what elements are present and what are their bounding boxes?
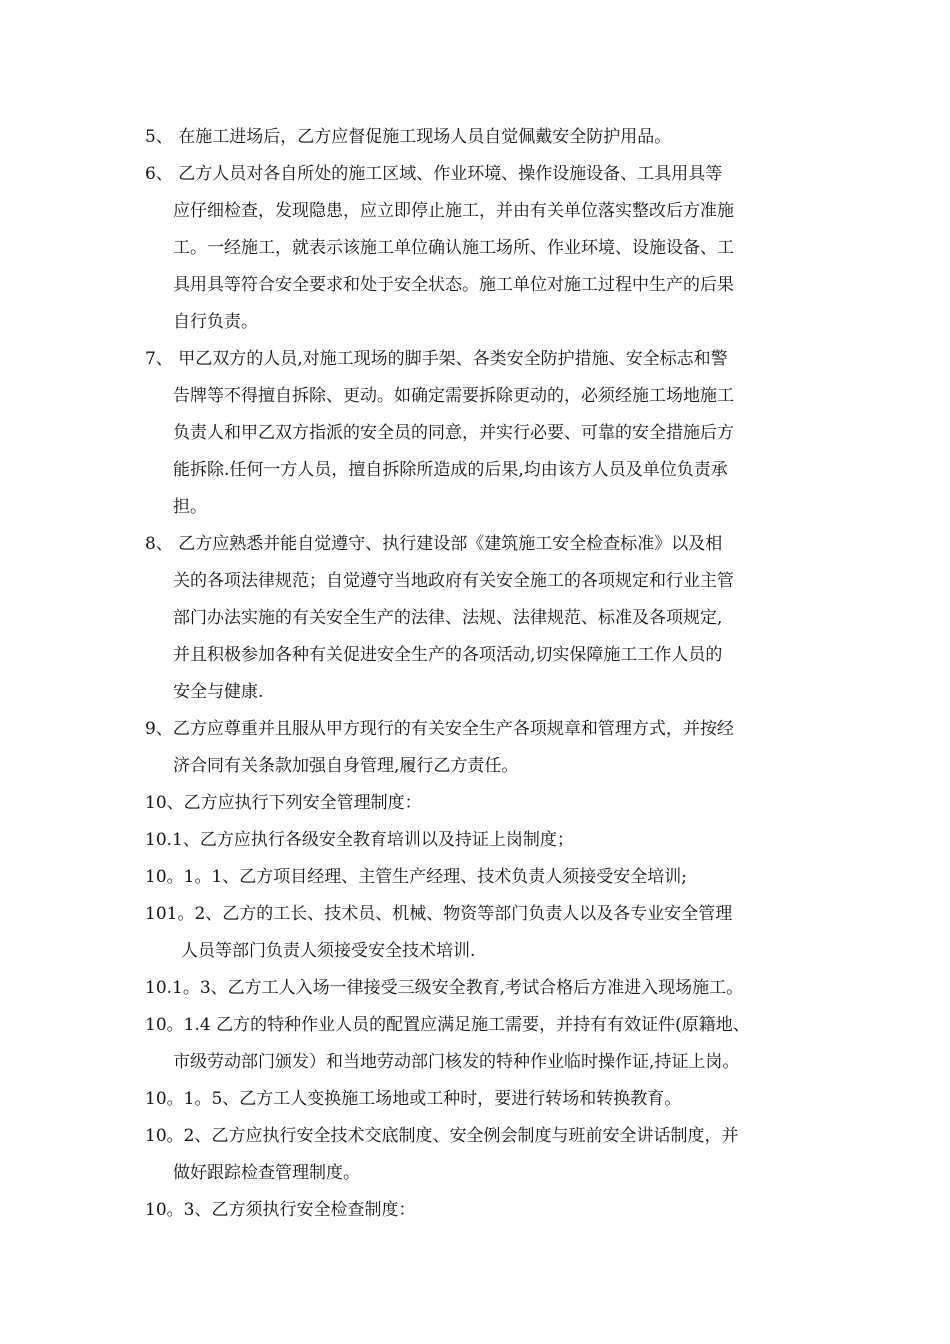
text-line: 做好跟踪检查管理制度。	[173, 1163, 360, 1183]
clause-9	[145, 711, 825, 785]
text-line: 并且积极参加各种有关促进安全生产的各项活动,切实保障施工工作人员的	[173, 645, 723, 665]
text-line: 告牌等不得擅自拆除、更动。如确定需要拆除更动的，必须经施工场地施工	[173, 386, 734, 406]
text-line: 担。	[173, 497, 207, 517]
text-line: 10、乙方应执行下列安全管理制度：	[145, 793, 422, 813]
clause-10	[145, 785, 825, 822]
clause-10-1-5	[145, 1081, 825, 1118]
text-line: 负责人和甲乙双方指派的安全员的同意，并实行必要、可靠的安全措施后方	[173, 423, 734, 443]
text-line: 能拆除.任何一方人员，擅自拆除所造成的后果,均由该方人员及单位负责承	[173, 460, 728, 480]
document-body	[145, 119, 825, 1229]
text-line: 自行负责。	[173, 312, 258, 332]
clause-8	[145, 526, 825, 711]
text-line: 应仔细检查，发现隐患，应立即停止施工，并由有关单位落实整改后方准施	[173, 201, 734, 221]
clause-5	[145, 119, 825, 156]
text-line: 6、 乙方人员对各自所处的施工区域、作业环境、操作设施设备、工具用具等	[145, 164, 723, 184]
clause-10-1-3	[145, 970, 825, 1007]
text-line: 具用具等符合安全要求和处于安全状态。施工单位对施工过程中生产的后果	[173, 275, 734, 295]
text-line: 工。一经施工，就表示该施工单位确认施工场所、作业环境、设施设备、工	[173, 238, 734, 258]
clause-10-1-1	[145, 859, 825, 896]
text-line: 10。1.4 乙方的特种作业人员的配置应满足施工需要，并持有有效证件(原籍地、	[145, 1015, 750, 1035]
text-line: 8、 乙方应熟悉并能自觉遵守、执行建设部《建筑施工安全检查标准》以及相	[145, 534, 723, 554]
text-line: 人员等部门负责人须接受安全技术培训.	[181, 941, 476, 961]
clause-10-1-4	[145, 1007, 825, 1081]
clause-10-1-2	[145, 896, 825, 970]
text-line: 10。1。5、乙方工人变换施工场地或工种时，要进行转场和转换教育。	[145, 1089, 682, 1109]
text-line: 部门办法实施的有关安全生产的法律、法规、法律规范、标准及各项规定,	[173, 608, 723, 628]
clause-10-3	[145, 1192, 825, 1229]
text-line: 市级劳动部门颁发）和当地劳动部门核发的特种作业临时操作证,持证上岗。	[173, 1052, 740, 1072]
text-line: 101。2、乙方的工长、技术员、机械、物资等部门负责人以及各专业安全管理	[145, 904, 733, 924]
text-line: 10.1。3、乙方工人入场一律接受三级安全教育,考试合格后方准进入现场施工。	[145, 978, 744, 998]
text-line: 10。2、乙方应执行安全技术交底制度、安全例会制度与班前安全讲话制度，并	[145, 1126, 739, 1146]
text-line: 10。1。1、乙方项目经理、主管生产经理、技术负责人须接受安全培训;	[145, 867, 687, 887]
clause-10-2	[145, 1118, 825, 1192]
text-line: 关的各项法律规范；自觉遵守当地政府有关安全施工的各项规定和行业主管	[173, 571, 734, 591]
clause-7	[145, 341, 825, 526]
text-line: 济合同有关条款加强自身管理,履行乙方责任。	[173, 756, 519, 776]
text-line: 5、 在施工进场后，乙方应督促施工现场人员自觉佩戴安全防护用品。	[145, 127, 672, 147]
text-line: 7、 甲乙双方的人员,对施工现场的脚手架、各类安全防护措施、安全标志和警	[145, 349, 728, 369]
clause-6	[145, 156, 825, 341]
text-line: 10.1、乙方应执行各级安全教育培训以及持证上岗制度；	[145, 830, 574, 850]
text-line: 10。3、乙方须执行安全检查制度：	[145, 1200, 416, 1220]
clause-10-1	[145, 822, 825, 859]
text-line: 安全与健康.	[173, 682, 264, 702]
text-line: 9、乙方应尊重并且服从甲方现行的有关安全生产各项规章和管理方式，并按经	[145, 719, 734, 739]
